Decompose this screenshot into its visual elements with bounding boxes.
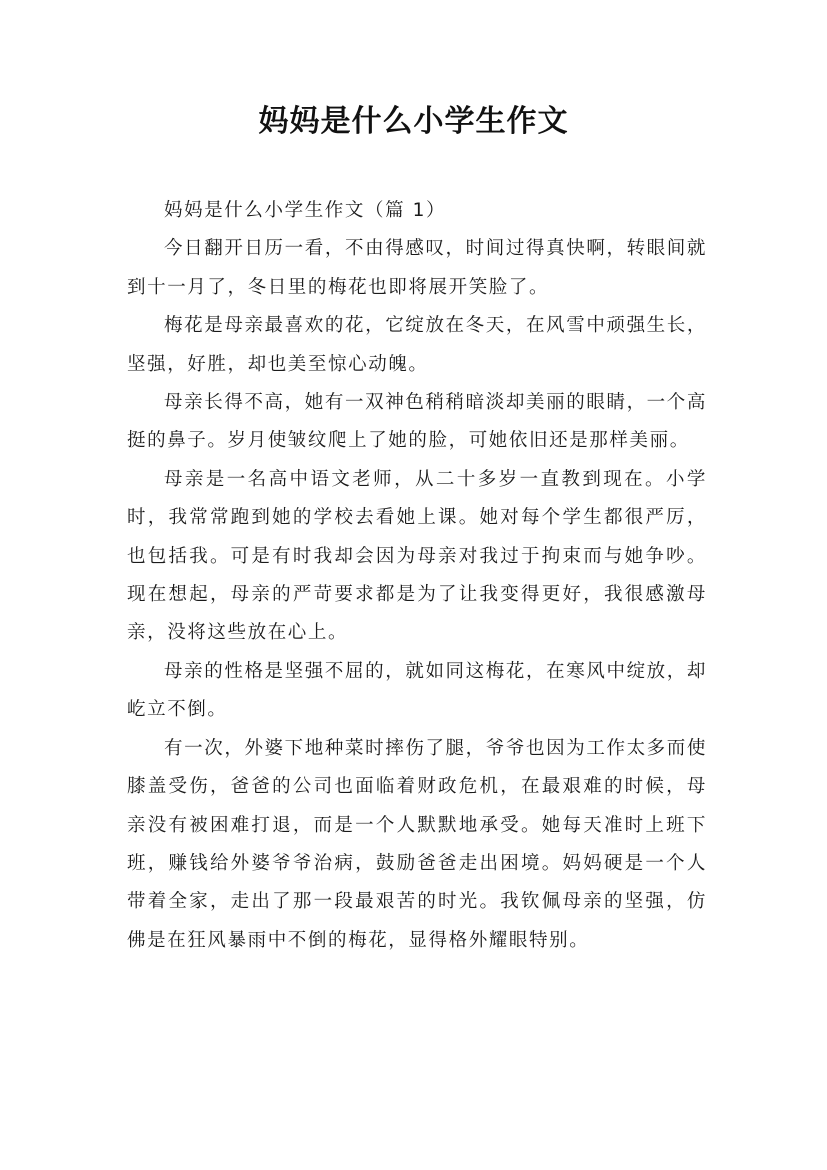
document-body	[127, 192, 707, 960]
paragraph: 梅花是母亲最喜欢的花，它绽放在冬天，在风雪中顽强生长，坚强，好胜，却也美至惊心动魄。	[127, 315, 707, 375]
paragraph: 母亲长得不高，她有一双神色稍稍暗淡却美丽的眼睛，一个高挺的鼻子。岁月使皱纹爬上了她的脸，可她依旧还是那样美丽。	[127, 392, 707, 452]
paragraph: 有一次，外婆下地种菜时摔伤了腿，爷爷也因为工作太多而使膝盖受伤，爸爸的公司也面临着财政危机，在最艰难的时候，母亲没有被困难打退，而是一个人默默地承受。她每天准时上班下班，赚钱给外婆爷爷治病，鼓励爸爸走出困境。妈妈硬是一个人带着全家，走出了那一段最艰苦的时光。我钦佩母亲的坚强，仿佛是在狂风暴雨中不倒的梅花，显得格外耀眼特别。	[127, 737, 707, 951]
section-heading: 妈妈是什么小学生作文（篇 1）	[164, 200, 447, 221]
document-title: 妈妈是什么小学生作文	[258, 104, 569, 139]
paragraph: 母亲是一名高中语文老师，从二十多岁一直教到现在。小学时，我常常跑到她的学校去看她上课。她对每个学生都很严厉，也包括我。可是有时我却会因为母亲对我过于拘束而与她争吵。现在想起，母亲的严苛要求都是为了让我变得更好，我很感激母亲，没将这些放在心上。	[127, 468, 707, 644]
paragraph: 母亲的性格是坚强不屈的，就如同这梅花，在寒风中绽放，却屹立不倒。	[127, 660, 707, 721]
paragraph: 今日翻开日历一看，不由得感叹，时间过得真快啊，转眼间就到十一月了，冬日里的梅花也即将展开笑脸了。	[127, 238, 707, 298]
